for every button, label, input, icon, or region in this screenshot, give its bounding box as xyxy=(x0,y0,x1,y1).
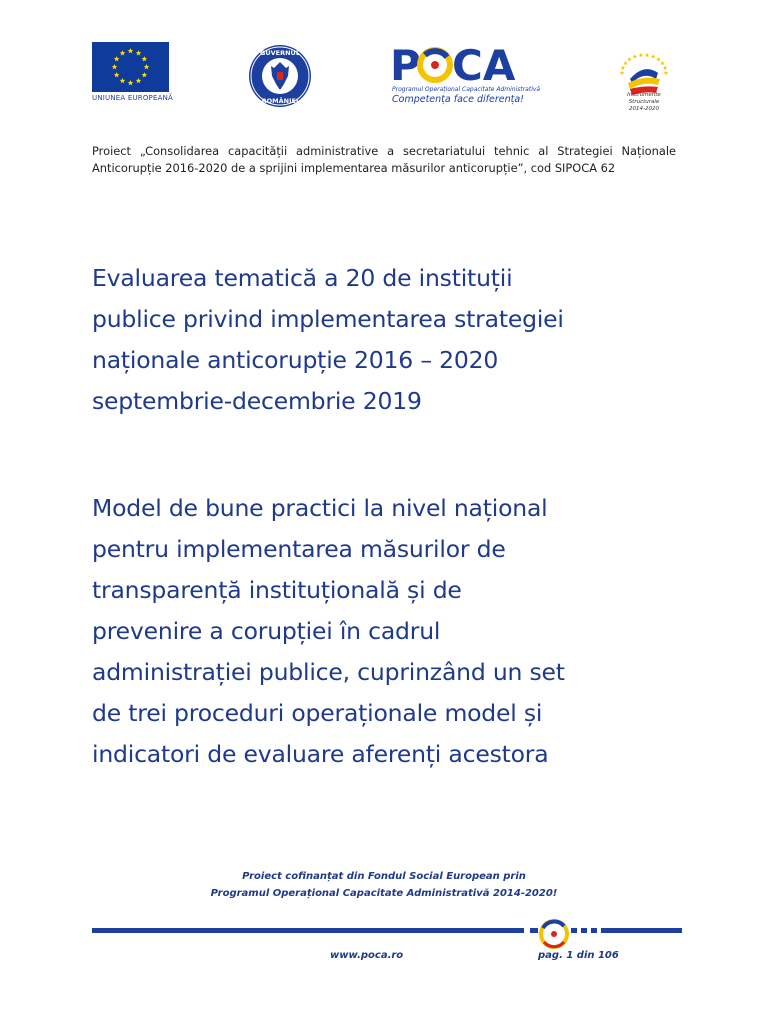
star-icon xyxy=(664,71,669,75)
logo-header xyxy=(0,0,768,120)
star-icon xyxy=(660,61,665,65)
star-icon xyxy=(623,61,628,65)
title-line: Evaluarea tematică a 20 de instituții xyxy=(92,264,513,292)
government-seal-icon xyxy=(248,44,312,108)
document-subtitle xyxy=(92,488,692,775)
poca-tagline: Competența face diferența! xyxy=(392,94,524,105)
instrumente-structurale-caption xyxy=(612,92,676,113)
document-title xyxy=(92,258,692,422)
poca-mini-icon xyxy=(541,921,567,947)
cofinance-line-2: Programul Operațional Capacitate Administrativă 2014-2020! xyxy=(210,888,558,899)
title-line: publice privind implementarea strategiei xyxy=(92,305,564,333)
struct-caption-line1: Instrumente Structurale xyxy=(627,92,661,105)
star-icon xyxy=(621,66,626,70)
star-icon xyxy=(663,66,668,70)
poca-subtitle: Programul Operațional Capacitate Administrativă xyxy=(392,86,541,93)
eu-logo xyxy=(92,42,173,102)
page-number: pag. 1 din 106 xyxy=(538,950,619,961)
subtitle-line: pentru implementarea măsurilor de xyxy=(92,535,506,563)
star-icon xyxy=(656,57,661,61)
footer-url-link[interactable]: www.poca.ro xyxy=(330,950,404,961)
subtitle-line: transparență instituțională și de xyxy=(92,576,462,604)
star-icon xyxy=(620,71,625,75)
svg-text:P: P xyxy=(390,44,421,88)
cofinance-line-1: Proiect cofinanțat din Fondul Social European prin xyxy=(242,871,526,882)
eu-flag-icon xyxy=(92,42,169,92)
svg-text:CA: CA xyxy=(452,44,516,88)
struct-caption-line2: 2014-2020 xyxy=(629,106,659,112)
star-icon xyxy=(627,57,632,61)
eu-caption: UNIUNEA EUROPEANĂ xyxy=(92,94,173,102)
cofinance-note xyxy=(92,868,676,902)
poca-logo xyxy=(390,44,540,110)
poca-wordmark xyxy=(390,44,540,88)
title-line: septembrie-decembrie 2019 xyxy=(92,387,422,415)
subtitle-line: prevenire a corupției în cadrul xyxy=(92,617,441,645)
gov-seal-bottom-text: ROMÂNIEI xyxy=(261,97,299,105)
gov-seal-top-text: GUVERNUL xyxy=(260,49,300,57)
subtitle-line: Model de bune practici la nivel național xyxy=(92,494,548,522)
star-icon xyxy=(651,54,656,58)
title-line: naționale anticorupție 2016 – 2020 xyxy=(92,346,499,374)
subtitle-line: de trei proceduri operaționale model și xyxy=(92,699,543,727)
star-icon xyxy=(633,54,638,58)
star-icon xyxy=(645,53,650,57)
subtitle-line: indicatori de evaluare aferenți acestora xyxy=(92,740,549,768)
project-description: Proiect „Consolidarea capacității administrative a secretariatului tehnic al Strategiei Naționale Anticorupție 2016-2020 de a sprijini implementarea măsurilor anticorupție”, cod SIPOCA 62 xyxy=(92,144,676,175)
subtitle-line: administrației publice, cuprinzând un set xyxy=(92,658,565,686)
star-icon xyxy=(639,53,644,57)
